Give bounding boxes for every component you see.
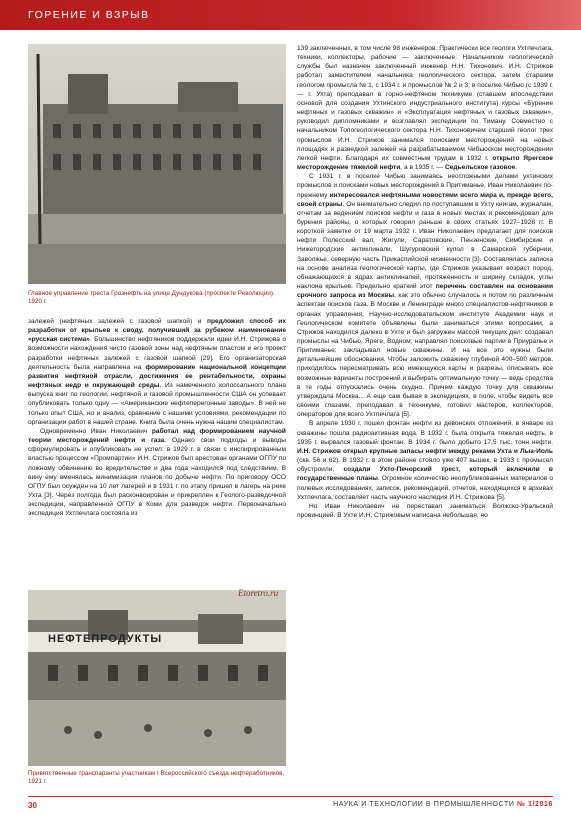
journal-title: НАУКА И ТЕХНОЛОГИИ В ПРОМЫШЛЕННОСТИ (333, 801, 518, 808)
right-column (297, 44, 553, 520)
top-photo-caption: Главное управление треста Грознефть на улице Дундукова (проспекте Революции). 1920 г. (28, 290, 275, 306)
right-paragraph-4: Но Иван Николаевич не переставал заниматься Волжско-Уральской провинцией. В Ухте И.Н. Стрижовым написана небольшая, но (297, 502, 553, 519)
journal-footer (333, 801, 553, 808)
journal-issue: № 1/2016 (517, 801, 553, 808)
left-paragraph-2: Одновременно Иван Николаевич работал над формированием научной теории месторождений нефти и газа. Однако свои подходы и выводы сформулировать и опубликовать не успел: в 1929 г. в связи с инспирированным властью процессом «Промпартии» И.Н. Стрижов был арестован органами ОГПУ по ложному обвинению во вредительстве и два года находился под следствием. В вину ему вменялась минимизация планов по добыче нефти. По приговору ОСО ОГПУ был осужден на 10 лет лагерей и в 1931 г. по этапу пришел в лагерь на реке Ухта [3]. Через полгода был расконвоирован и прикреплен к Геолого-разведочной экспедиции, направленной ОГПУ в Коми для разведок нефти. Первоначально экспедиция Ухтпечлага состояла из (28, 427, 286, 518)
section-title: ГОРЕНИЕ И ВЗРЫВ (28, 9, 150, 21)
banner-sign-text: НЕФТЕПРОДУКТЫ (48, 633, 163, 645)
left-paragraph-1: залежей (нефтяных залежей с газовой шапкой) и предложил способ их разработки от крыльев к своду, получивший за рубежом наименование «русская система». Большинство нефтяников поддержали идеи И.Н. Стрижова о возможности нахождения чисто газовой зоны над нефтяным пластом и его проект разработки нефтяных залежей с газовой шапкой [29]. Его организаторская деятельность была направлена на формирование национальной концепции развития нефтяной отрасли, достижения ее рентабельности, охраны нефтяных недр и окружающей среды. Из намеченного колоссального плана выпуска книг по геологии, нефтяной и газовой промышленности США он успевает опубликовать только одну — «Американские нефтеперегонные заводы». В ней не только опыт США, но и анализ, сравнение с нашими условиями, рекомендации по организации работ в нашей стране. Книга была очень нужна нашим специалистам. (28, 318, 286, 426)
right-paragraph-2: С 1931 г. в поселке Чибью занимаясь неотложными делами ухтинских промыслов и поисками новых месторождений в Притиманье, Иван Николаевич по-прежнему интересовался нефтяными новостями всего мира и, прежде всего, своей страны. Он внимательно следил по поступавшим в Ухту книгам, журналам, отчетам за ведением поисков нефти и газа в новых местах и рекомендовал для бурения районы, о которых говорил раньше в своих статьях 1927–1928 гг. В короткой заметке от 19 марта 1932 г. Иван Николаевич предлагает для поисков нефти Полесский вал, Жигули, Саратовские, Пензенские, Симбирские и Нижегородские антиклинали, Шугуровский купол в Самарской губернии, Заволжье, северную часть Прикаспийской низменности [3]. Составлялась записка на основе анализа геологической карты, где Стрижов указывает возраст пород, обнажающихся в ядрах антиклиналей, протяженность и ширину складок, углы наклона крыльев. Предельно краткий этот перечень составлен на основании срочного запроса из Москвы, как это обычно случалось и потом по различным аспектам поисков газа. В Москве и Ленинграде много специалистов-нефтяников в органах управления, Научно-исследовательском институте Академии наук и Геологическом комитете объявлены были заниматься этими вопросами, а Стрижов находился далеко в Ухте и был загружен массой текущих дел: создавал промыслы на Чибью, Ярегe, Водном; направлял поисковые партии в Приуралье и Притиманье; закладывал новые скважины. И на все это нужны были детальнейшие обоснования. Чтобы заложить скважину глубиной 400–500 метров, приходилось пересматривать всю имеющуюся карты и разрезы, описывать все возможные варианты построений и выбирать оптимальную точку — ведь средства в те годы отпускались очень скудно. Причем каждую точку для скважины утверждала Москва... А еще сам бывая в экспедициях, в поле, чтобы видеть все своими глазами, преподавал в техникуме, готовил мастеров, коллекторов, операторов для всего Ухтпечлага [5]. (297, 173, 553, 419)
page-number: 30 (28, 801, 37, 810)
right-paragraph-1: 139 заключенных, в том числе 98 инженеров. Практически все геологи Ухтпечлага, техники, коллекторы, рабочие — заключенные. Начальником геологической службы был назначен заключенный инженер Н.Н. Тихонович. И.Н. Стрижов работал заместителем начальника геологического сектора, затем старшим геологом промысла № 1, с 1934 г. и промыслов № 2 и 3; в поселке Чибью (с 1939 г. — г. Ухта) преподавал в горно-нефтяном техникуме (ставшем впоследствии основой для создания Ухтинского индустриального института) курсы «Бурение нефтяных и газовых скважин» и «Эксплуатация нефтяных и газовых скважин», руководил дипломниками и возглавлял экспедиции по Тиману. Совместно с начальником Топогеологического сектора Н.Н. Тихоновичем старший геолог трех промыслов И.Н. Стрижов занимался поисками месторождений на новых площадях и разведкой залежей на разрабатываемом Чибьюском месторождении легкой нефти. Благодаря их совместным трудам в 1932 г. открыто Ярегское месторождение тяжелой нефти, а в 1935 г. — Седьельское газовое. (297, 45, 553, 172)
right-paragraph-3: В апреле 1930 г. пошел фонтан нефти из девонских отложений, в январе из скважины пошла радиоактивная вода. В 1932 г. была открыта тяжелая нефть, в 1935 г. вырвался газовый фонтан. В 1934 г. было добыто 17,5 тыс. тонн нефти. И.Н. Стрижов открыл крупные запасы нефти между реками Ухта и Лыа-Иоль (скв. 56 и 62). В 1932 г. в этом районе стояло уже 407 вышек, в 1933 г. промысел обустроили, создали Ухто-Печорский трест, который включили в государственные планы. Огромное количество неопубликованных материалов о полевых исследованиях, записок, рекомендаций, отчетов, находящихся в архивах Ухтпечлага, составляет часть научного наследия И.Н. Стрижова [5]. (297, 420, 553, 501)
left-column (28, 317, 286, 518)
photo-watermark: Etoretro.ru (238, 588, 279, 598)
photo-congress-banners (28, 590, 286, 766)
photo-grozneft-building (28, 44, 286, 284)
bottom-photo-caption: Приветственные транспаранты участникам I Всероссийского съезда нефтеработников. 1921 г. (28, 770, 285, 786)
section-header-bar (0, 0, 581, 30)
footer-rule (28, 796, 553, 797)
